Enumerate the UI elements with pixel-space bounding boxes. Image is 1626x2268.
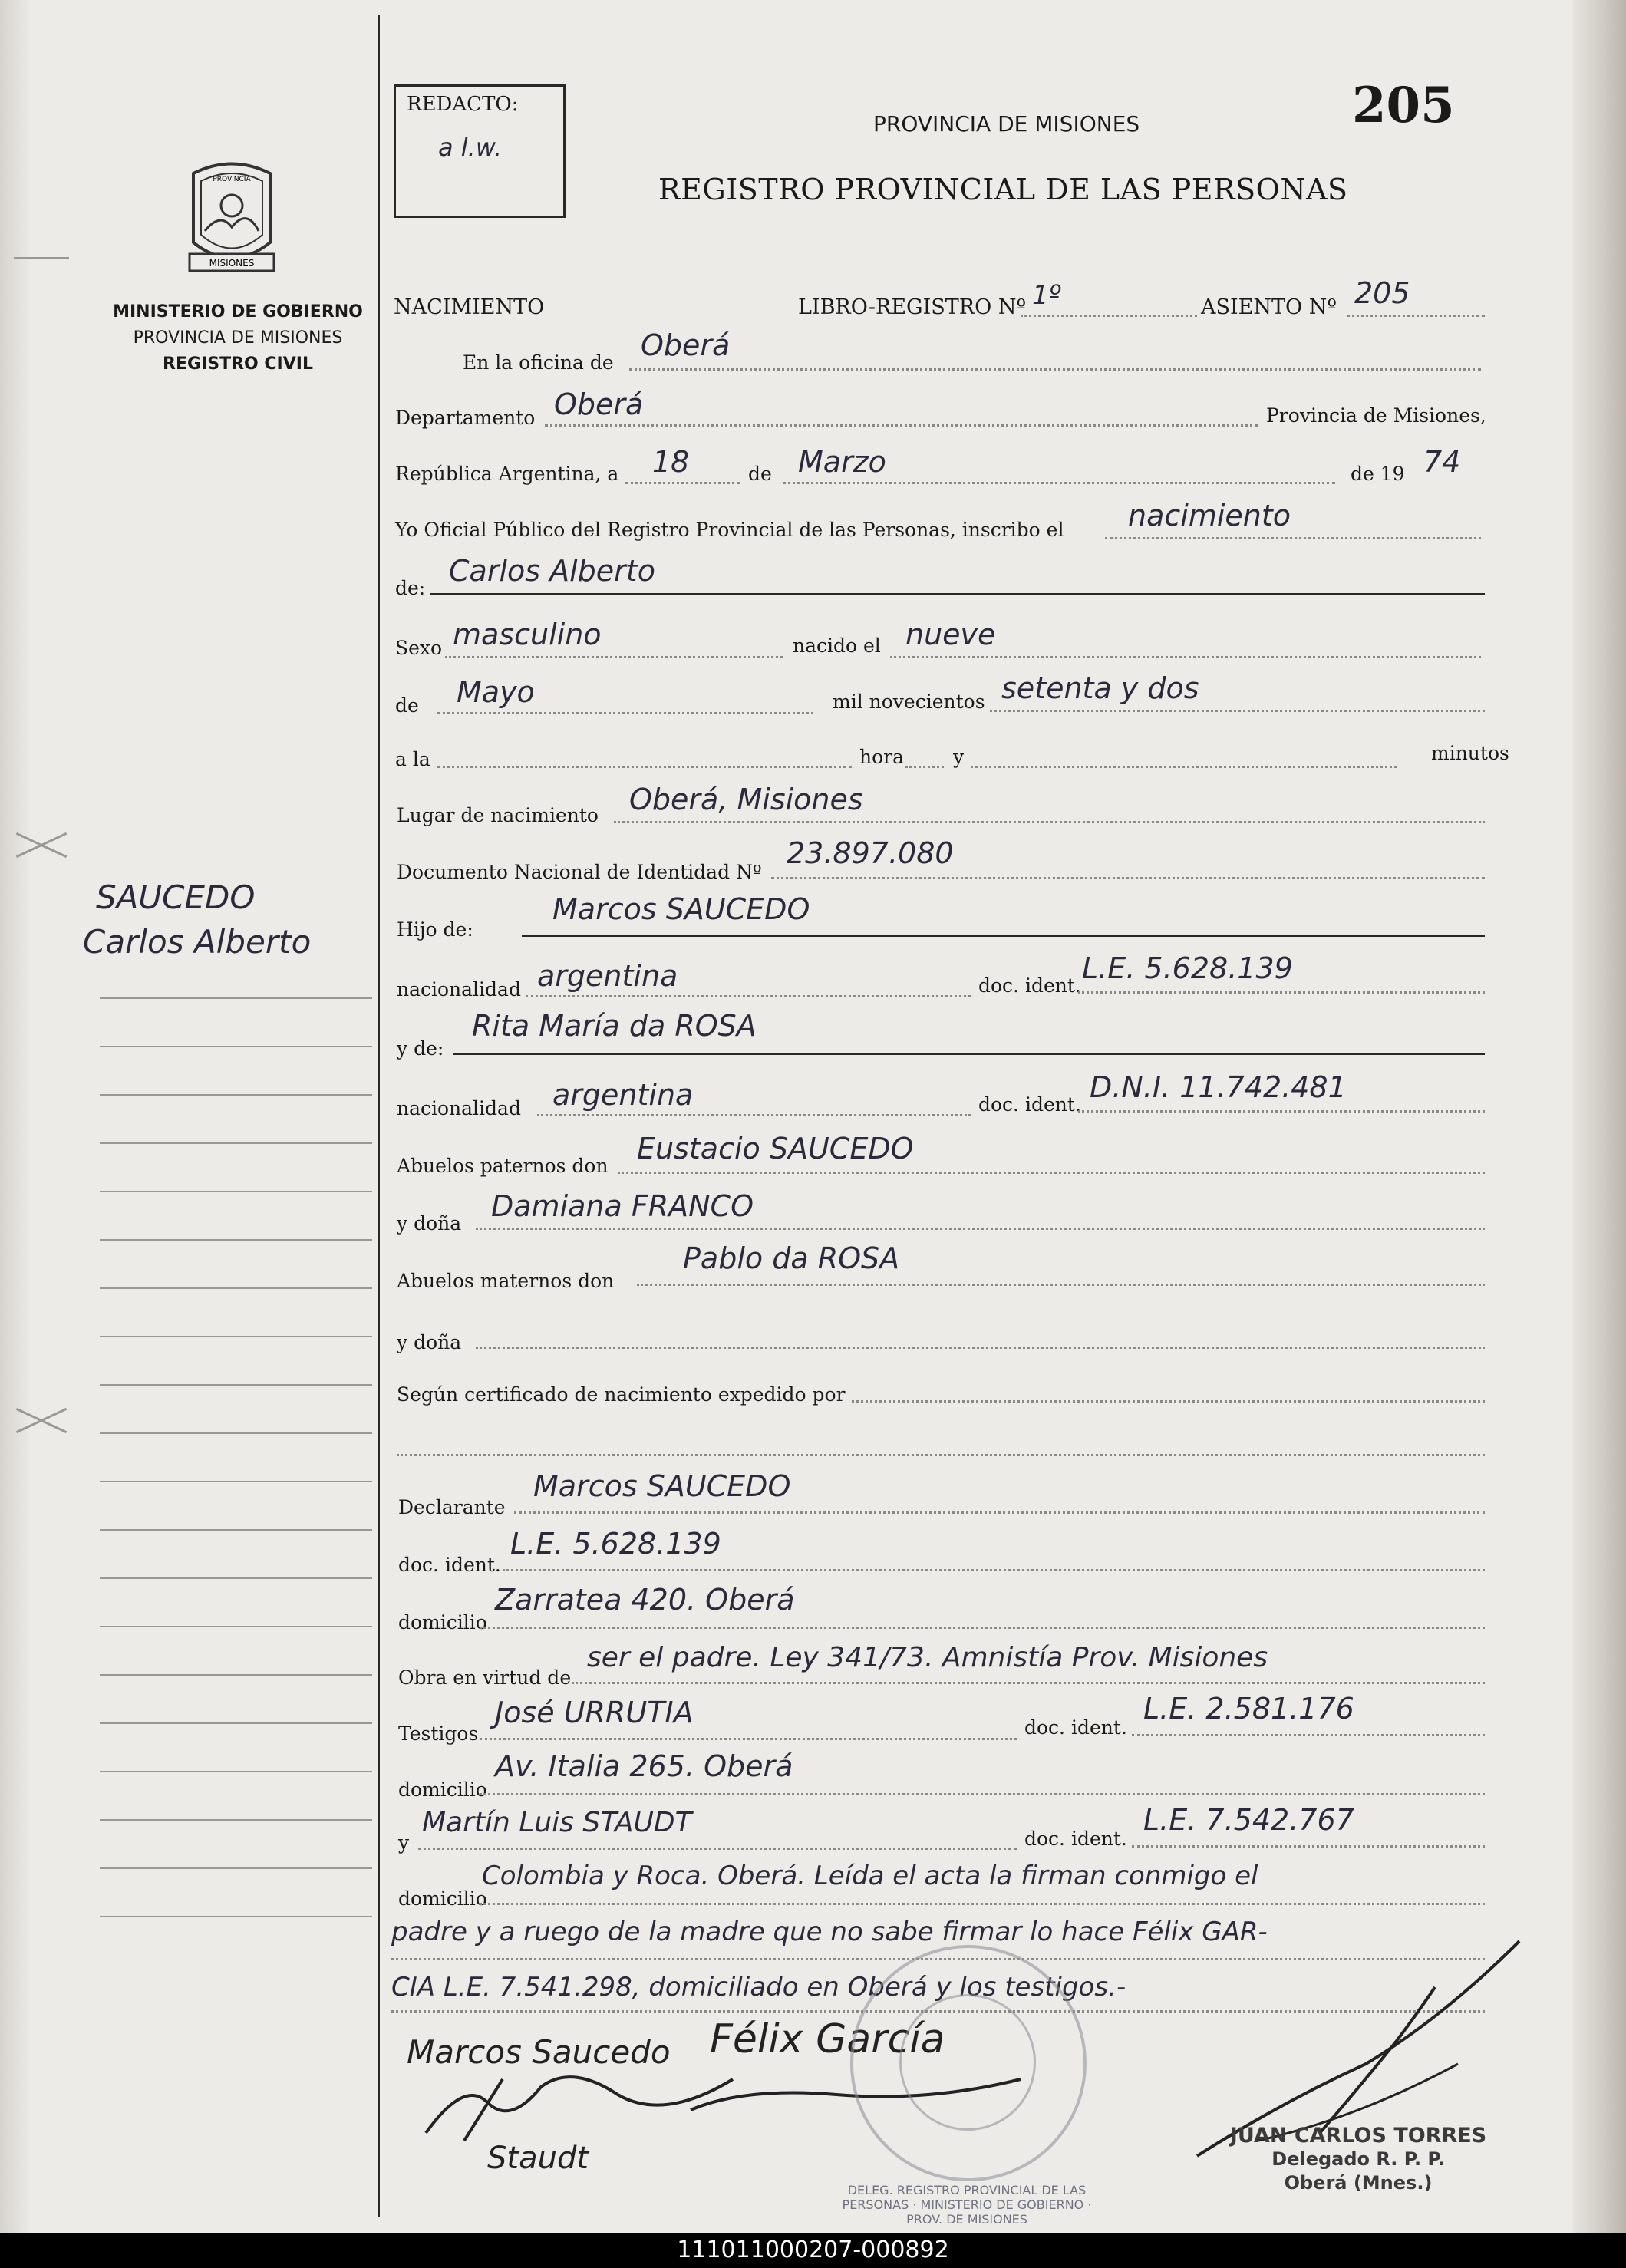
solid-line [453,1053,1485,1055]
doc-ident-label: doc. ident. [398,1554,501,1576]
redacto-box [394,84,566,218]
dotted-line [437,712,813,714]
declarante-value: Marcos SAUCEDO [533,1469,791,1503]
testigo2-value: Martín Luis STAUDT [422,1807,692,1838]
signature-marcos-saucedo: Marcos Saucedo [407,2033,671,2071]
narrative-line-1: Colombia y Roca. Oberá. Leída el acta la firman conmigo el [482,1861,1258,1891]
nacionalidad-padre-value: argentina [537,959,678,993]
dotted-line [503,1569,1485,1571]
dni-value: 23.897.080 [787,836,954,870]
margin-rule [100,1626,372,1627]
y-label: y [953,746,965,768]
dotted-line [476,1347,1485,1349]
dotted-line [1021,315,1197,317]
solid-line [522,935,1485,937]
republica-label: República Argentina, a [395,463,619,485]
ministry-line-2: PROVINCIA DE MISIONES [133,328,343,348]
hijo-label: Hijo de: [397,918,473,941]
oficina-label: En la oficina de [463,351,614,374]
nacionalidad-label: nacionalidad [397,978,521,1000]
doc-ident-label: doc. ident. [978,1093,1081,1116]
obra-label: Obra en virtud de [398,1666,572,1689]
margin-rule [100,1916,372,1917]
doc-ident-label: doc. ident. [1024,1716,1127,1739]
folio-number: 205 [1352,77,1455,134]
delegado-place: Oberá (Mnes.) [1284,2172,1433,2194]
lugar-label: Lugar de nacimiento [397,804,599,826]
margin-rule [100,1384,372,1386]
dotted-line [545,424,1258,427]
dotted-line [629,368,1481,371]
margin-rule [100,1142,372,1144]
dotted-line [397,1454,1485,1456]
name-de-label: de: [395,577,426,599]
margin-rule [100,1674,372,1676]
ministry-block [107,299,368,377]
ministry-line-3: REGISTRO CIVIL [163,354,313,374]
ydona-label: y doña [397,1331,462,1353]
delegado-name: JUAN CARLOS TORRES [1229,2124,1487,2148]
dotted-line [1132,1734,1485,1736]
oficial-label: Yo Oficial Público del Registro Provincial de las Personas, inscribo el [395,519,1064,541]
narrative-line-3: CIA L.E. 7.541.298, domiciliado en Oberá y los testigos.- [391,1972,1126,2003]
testigo1-value: José URRUTIA [495,1696,694,1729]
dotted-line [418,1848,1017,1850]
province-title: PROVINCIA DE MISIONES [873,111,1140,137]
stamp-inner-ring [899,1994,1036,2131]
madre-value: Rita María da ROSA [472,1009,757,1043]
margin-rule [100,1287,372,1289]
doc-ident-label: doc. ident. [1024,1828,1127,1850]
obra-value: ser el padre. Ley 341/73. Amnistía Prov. Misiones [587,1642,1268,1673]
month-value: Marzo [798,445,886,479]
year-value: 74 [1423,445,1461,479]
libro-value: 1º [1032,280,1061,311]
dotted-line [526,995,971,997]
dotted-line [480,1627,1485,1629]
testigo1-doc-value: L.E. 2.581.176 [1143,1692,1354,1726]
margin-rule [100,1432,372,1434]
margin-divider [378,15,380,2217]
mes-value: Mayo [457,675,535,709]
dotted-line [437,766,852,768]
abuela-paterna-value: Damiana FRANCO [491,1189,754,1223]
yde-label: y de: [397,1037,444,1060]
dotted-line [1078,1110,1485,1113]
signature-felix-garcia: Félix García [710,2016,945,2062]
de2-label: de [395,694,419,717]
dotted-line [905,766,944,768]
abuelo-materno-value: Pablo da ROSA [683,1241,900,1275]
dotted-line [783,482,1335,484]
solid-line [430,593,1485,595]
archive-code: 11101100020​7-000892 [677,2237,949,2263]
declarante-domicilio-value: Zarratea 420. Oberá [495,1583,795,1617]
margin-given-name: Carlos Alberto [83,923,312,961]
margin-rule [100,997,372,999]
departamento-label: Departamento [395,407,536,429]
dotted-line [480,1738,1017,1740]
nacionalidad-madre-value: argentina [552,1078,694,1112]
de-label: de [748,463,772,485]
margin-rule [100,1722,372,1724]
doc-padre-value: L.E. 5.628.139 [1082,951,1293,985]
record-type-label: NACIMIENTO [394,295,545,319]
nacionalidad-label: nacionalidad [397,1097,521,1119]
margin-rule [100,1239,372,1241]
testigo2-doc-value: L.E. 7.542.767 [1143,1803,1354,1837]
dotted-line [480,1903,1485,1905]
testigo1-domicilio-value: Av. Italia 265. Oberá [495,1749,793,1783]
dotted-line [771,877,1485,879]
archive-code-bar [0,2233,1626,2268]
margin-rule [100,1046,372,1047]
ministry-line-1: MINISTERIO DE GOBIERNO [113,302,363,321]
dni-label: Documento Nacional de Identidad Nº [397,861,762,883]
lugar-value: Oberá, Misiones [629,783,863,816]
provincia-label: Provincia de Misiones, [1266,404,1486,427]
dotted-line [637,1284,1485,1286]
redacto-initials: a l.w. [438,133,503,162]
dotted-line [614,821,1485,823]
padre-value: Marcos SAUCEDO [552,892,810,926]
margin-rule [100,1191,372,1192]
domicilio-label: domicilio [398,1887,487,1910]
testigos-label: Testigos [398,1722,479,1745]
dotted-line [445,656,783,658]
ala-label: a la [395,748,430,770]
year-prefix-label: de 19 [1351,463,1405,485]
delegado-block [1220,2124,1496,2195]
domicilio-label: domicilio [398,1778,487,1801]
margin-rule [100,1481,372,1482]
stamp-text: DELEG. REGISTRO PROVINCIAL DE LAS PERSONAS · MINISTERIO DE GOBIERNO · PROV. DE MISIONES [842,2183,1092,2227]
dotted-line [618,1172,1485,1174]
dotted-line [1132,1845,1485,1848]
dotted-line [514,1511,1485,1514]
abuelo-paterno-value: Eustacio SAUCEDO [637,1132,914,1165]
margin-rule [100,1867,372,1869]
margin-rule [100,1819,372,1821]
margin-rule [100,1771,372,1772]
crest-top-label: PROVINCIA [213,176,251,183]
margin-surname: SAUCEDO [96,879,256,916]
margin-rule [100,1336,372,1337]
asiento-value: 205 [1354,276,1410,310]
signature-staudt: Staudt [487,2141,589,2176]
segun-label: Según certificado de nacimiento expedido por [397,1383,846,1406]
dotted-line [852,1400,1485,1403]
dotted-line [890,656,1481,658]
declarante-doc-value: L.E. 5.628.139 [510,1527,721,1561]
minutos-label: minutos [1431,742,1509,764]
oficial-value: nacimiento [1128,499,1291,532]
dotted-line [1347,315,1485,317]
dotted-line [971,766,1397,768]
day-value: 18 [652,445,690,479]
dotted-line [476,1228,1485,1230]
page-edge-shadow [1572,0,1626,2233]
ydona-label: y doña [397,1212,462,1235]
dotted-line [480,1793,1485,1795]
dotted-line [572,1682,1485,1684]
dotted-line [1078,991,1485,994]
registry-title: REGISTRO PROVINCIAL DE LAS PERSONAS [658,173,1348,206]
nacido-label: nacido el [793,635,881,657]
binding-stitch [14,257,69,259]
sexo-value: masculino [453,618,602,651]
margin-rule [100,1529,372,1531]
doc-ident-label: doc. ident. [978,974,1081,997]
doc-madre-value: D.N.I. 11.742.481 [1090,1070,1347,1104]
nacido-value: nueve [905,618,996,651]
hora-label: hora [859,746,905,768]
binding-edge [0,0,31,2233]
crest-bottom-label: MISIONES [209,258,255,269]
official-stamp [850,1945,1087,2181]
mil-label: mil novecientos [833,691,985,713]
redacto-label: REDACTO: [407,93,519,116]
departamento-value: Oberá [554,387,644,421]
sexo-label: Sexo [395,637,443,659]
libro-label: LIBRO-REGISTRO Nº [798,295,1027,319]
abuelos-maternos-label: Abuelos maternos don [397,1270,615,1292]
y2-label: y [398,1831,410,1854]
margin-rule [100,1094,372,1096]
narrative-line-2: padre y a ruego de la madre que no sabe firmar lo hace Félix GAR- [391,1917,1268,1947]
oficina-value: Oberá [641,328,731,362]
dotted-line [625,482,740,484]
anio-value: setenta y dos [1001,671,1199,705]
child-name-value: Carlos Alberto [449,554,655,588]
dotted-line [990,710,1485,712]
delegado-role: Delegado R. P. P. [1271,2148,1445,2170]
declarante-label: Declarante [398,1496,506,1518]
abuelos-paternos-label: Abuelos paternos don [397,1155,609,1177]
asiento-label: ASIENTO Nº [1201,295,1337,319]
dotted-line [1105,537,1481,539]
domicilio-label: domicilio [398,1611,487,1633]
dotted-line [537,1114,971,1116]
province-crest-icon [178,158,285,281]
margin-rule [100,1577,372,1579]
